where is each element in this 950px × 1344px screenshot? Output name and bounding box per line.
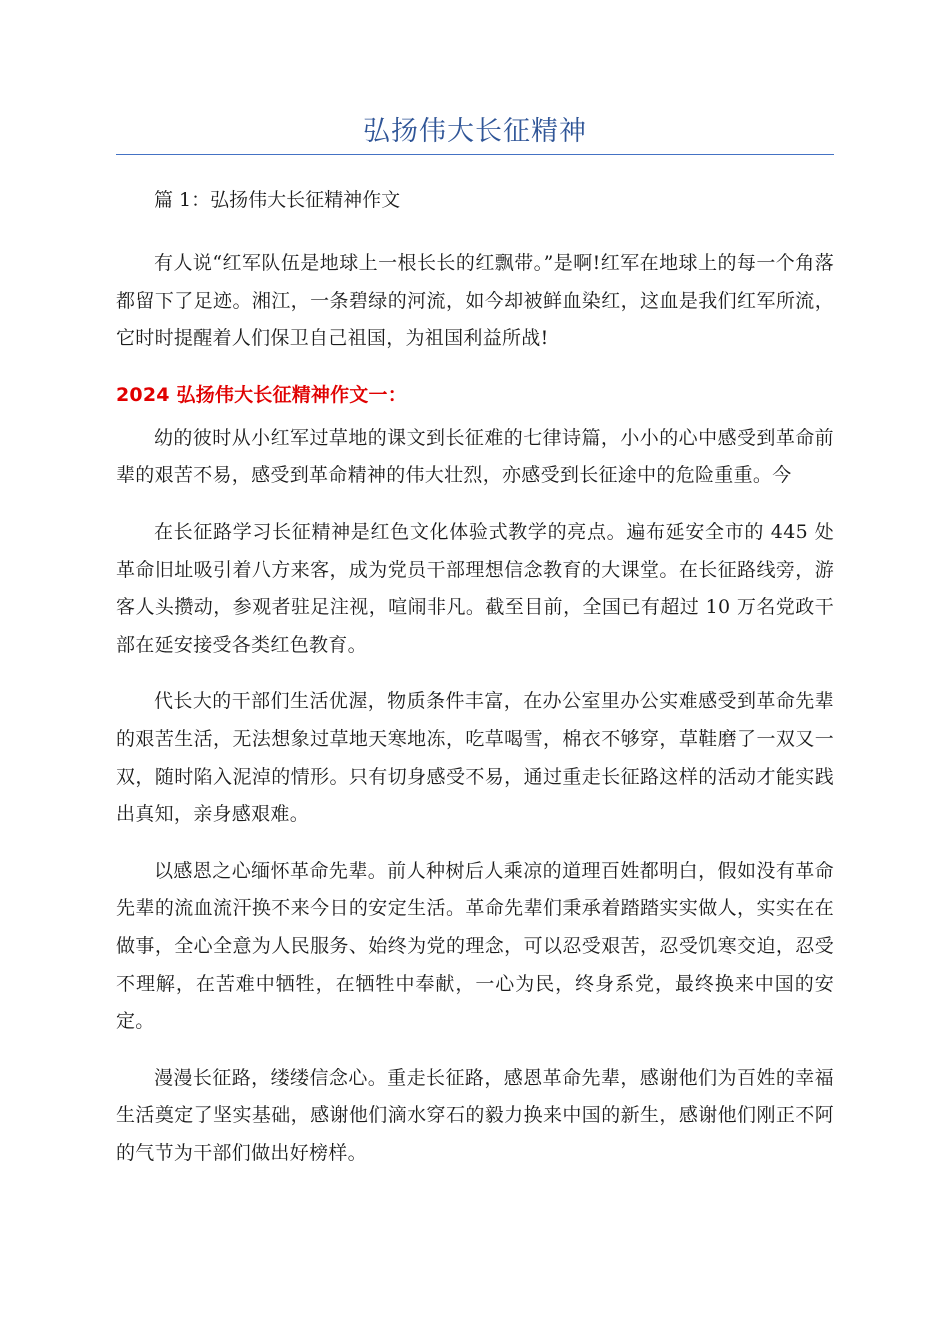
body-paragraph-5: 漫漫长征路，缕缕信念心。重走长征路，感恩革命先辈，感谢他们为百姓的幸福生活奠定了坚实基础，感谢他们滴水穿石的毅力换来中国的新生，感谢他们刚正不阿的气节为干部们做出好榜样。	[116, 1066, 834, 1164]
document-page	[116, 112, 834, 1172]
title-underline	[116, 154, 834, 155]
body-paragraph-1: 幼的彼时从小红军过草地的课文到长征难的七律诗篇，小小的心中感受到革命前辈的艰苦不易，感受到革命精神的伟大壮烈，亦感受到长征途中的危险重重。今	[116, 426, 834, 487]
body-paragraph-2: 在长征路学习长征精神是红色文化体验式教学的亮点。遍布延安全市的 445 处革命旧址吸引着八方来客，成为党员干部理想信念教育的大课堂。在长征路线旁，游客人头攒动，参观者驻足注视，喧闹非凡。截至目前，全国已有超过 10 万名党政干部在延安接受各类红色教育。	[116, 520, 834, 656]
body-paragraph-3: 代长大的干部们生活优渥，物质条件丰富，在办公室里办公实难感受到革命先辈的艰苦生活，无法想象过草地天寒地冻，吃草喝雪，棉衣不够穿，草鞋磨了一双又一双，随时陷入泥淖的情形。只有切身感受不易，通过重走长征路这样的活动才能实践出真知，亲身感艰难。	[116, 690, 834, 826]
document-title: 弘扬伟大长征精神	[363, 116, 587, 147]
intro-paragraph: 有人说“红军队伍是地球上一根长长的红飘带。”是啊!红军在地球上的每一个角落都留下了足迹。湘江，一条碧绿的河流，如今却被鲜血染红，这血是我们红军所流，它时时提醒着人们保卫自己祖国，为祖国利益所战!	[116, 252, 834, 350]
body-paragraph-4: 以感恩之心缅怀革命先辈。前人种树后人乘凉的道理百姓都明白，假如没有革命先辈的流血流汗换不来今日的安定生活。革命先辈们秉承着踏踏实实做人，实实在在做事，全心全意为人民服务、始终为党的理念，可以忍受艰苦，忍受饥寒交迫，忍受不理解，在苦难中牺牲，在牺牲中奉献，一心为民，终身系党，最终换来中国的安定。	[116, 859, 834, 1033]
article-subtitle: 篇 1：弘扬伟大长征精神作文	[154, 189, 401, 211]
section-heading: 2024 弘扬伟大长征精神作文一：	[116, 383, 407, 406]
